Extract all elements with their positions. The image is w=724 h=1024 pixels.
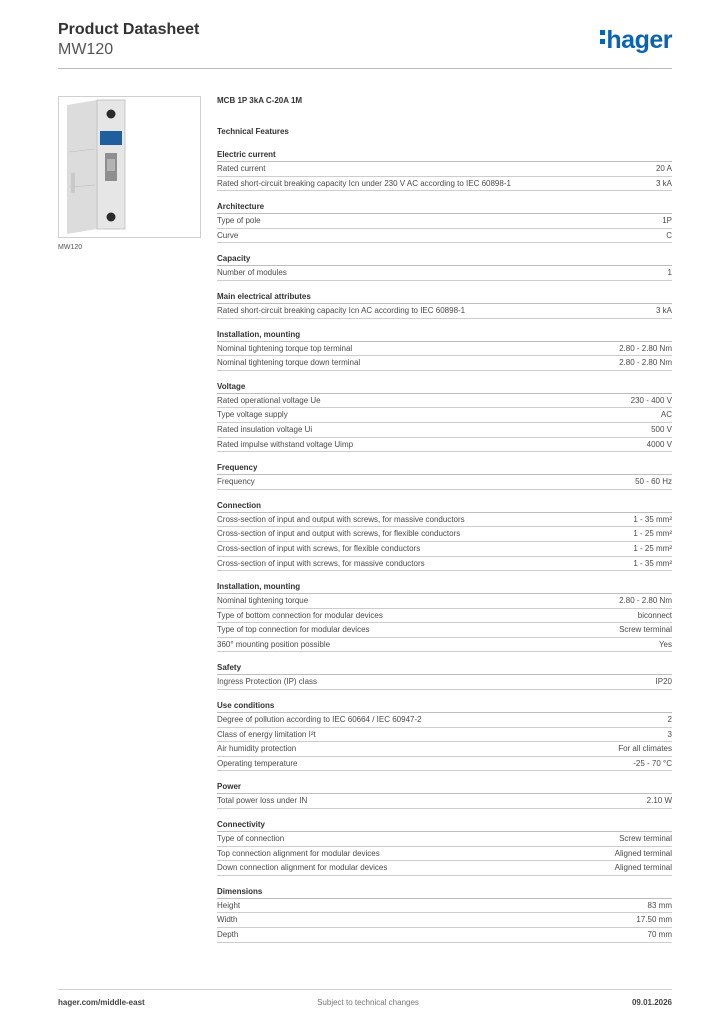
spec-value: 2.10 W — [646, 796, 672, 806]
spec-label: Operating temperature — [217, 758, 298, 768]
spec-label: Number of modules — [217, 268, 287, 278]
spec-label: Frequency — [217, 477, 255, 487]
spec-value: biconnect — [637, 610, 672, 620]
spec-row — [217, 728, 672, 743]
section-title: Architecture — [217, 201, 672, 214]
spec-row — [217, 757, 672, 772]
spec-row — [217, 609, 672, 624]
spec-row — [217, 394, 672, 409]
spec-row — [217, 675, 672, 690]
technical-features-heading: Technical Features — [217, 127, 289, 136]
spec-value: 50 - 60 Hz — [635, 477, 672, 487]
spec-value: 1 - 25 mm² — [633, 543, 672, 553]
product-name: MCB 1P 3kA C-20A 1M — [217, 96, 303, 105]
spec-label: Type of pole — [217, 216, 261, 226]
spec-label: Rated operational voltage Ue — [217, 395, 321, 405]
spec-label: Nominal tightening torque top terminal — [217, 343, 353, 353]
section-title: Power — [217, 781, 672, 794]
spec-label: Class of energy limitation I²t — [217, 729, 316, 739]
spec-label: Rated current — [217, 164, 266, 173]
spec-label: Curve — [217, 230, 239, 240]
spec-label: Cross-section of input and output with screws, for massive conductors — [217, 514, 465, 524]
spec-value: C — [666, 230, 672, 240]
product-image-caption: MW120 — [58, 244, 83, 251]
spec-label: Cross-section of input with screws, for massive conductors — [217, 558, 425, 568]
spec-label: Rated impulse withstand voltage Uimp — [217, 439, 354, 449]
spec-value: Screw terminal — [619, 834, 672, 844]
spec-row — [217, 713, 672, 728]
spec-label: Rated short-circuit breaking capacity Icn under 230 V AC according to IEC 60898-1 — [217, 178, 511, 188]
spec-row — [217, 304, 672, 319]
spec-label: Rated insulation voltage Ui — [217, 424, 313, 434]
hager-logo — [600, 26, 672, 55]
spec-value: 20 A — [655, 164, 672, 173]
spec-value: AC — [660, 410, 672, 420]
spec-value: 3 kA — [655, 305, 672, 315]
spec-value: Aligned terminal — [614, 848, 672, 858]
section-title: Frequency — [217, 462, 672, 475]
section-title: Installation, mounting — [217, 581, 672, 594]
section-title: Voltage — [217, 381, 672, 394]
spec-section — [217, 462, 672, 490]
spec-label: Degree of pollution according to IEC 60664 / IEC 60947-2 — [217, 715, 422, 725]
spec-value: 230 - 400 V — [630, 395, 672, 405]
spec-label: Total power loss under IN — [217, 796, 308, 806]
spec-row — [217, 742, 672, 757]
spec-label: Width — [217, 915, 238, 925]
spec-label: Nominal tightening torque — [217, 596, 309, 606]
spec-label: Nominal tightening torque down terminal — [217, 358, 361, 368]
spec-value: 83 mm — [647, 900, 672, 910]
footer-note: Subject to technical changes — [317, 998, 419, 1007]
spec-section — [217, 700, 672, 771]
spec-value: 4000 V — [646, 439, 672, 449]
spec-value: 1P — [662, 216, 672, 226]
spec-label: Type of connection — [217, 834, 285, 844]
spec-value: -25 - 70 °C — [633, 758, 672, 768]
spec-section — [217, 253, 672, 281]
spec-row — [217, 423, 672, 438]
spec-label: Type of top connection for modular devices — [217, 625, 370, 635]
section-title: Electric current — [217, 149, 672, 162]
spec-section — [217, 201, 672, 243]
product-reference: MW120 — [58, 41, 114, 58]
footer-website: hager.com/middle-east — [58, 998, 145, 1007]
spec-value: 2.80 - 2.80 Nm — [619, 343, 672, 353]
spec-section — [217, 291, 672, 319]
page-title: Product Datasheet — [58, 21, 200, 38]
spec-section — [217, 149, 672, 191]
spec-section — [217, 381, 672, 452]
spec-value: Aligned terminal — [614, 863, 672, 873]
spec-section — [217, 581, 672, 652]
spec-section — [217, 819, 672, 876]
spec-label: Type of bottom connection for modular devices — [217, 610, 383, 620]
spec-label: Rated short-circuit breaking capacity Icn AC according to IEC 60898-1 — [217, 305, 466, 315]
footer-divider — [58, 989, 672, 990]
product-image-frame — [58, 96, 201, 238]
section-title: Main electrical attributes — [217, 291, 672, 304]
spec-section — [217, 886, 672, 943]
spec-row — [217, 356, 672, 371]
spec-sections — [217, 149, 672, 943]
spec-row — [217, 594, 672, 609]
spec-row — [217, 542, 672, 557]
spec-row — [217, 229, 672, 244]
spec-section — [217, 500, 672, 571]
footer-date: 09.01.2026 — [631, 998, 672, 1007]
spec-row — [217, 557, 672, 572]
spec-value: IP20 — [655, 677, 672, 687]
section-title: Connectivity — [217, 819, 672, 832]
spec-section — [217, 781, 672, 809]
spec-row — [217, 861, 672, 876]
spec-value: 3 — [667, 729, 672, 739]
spec-label: Type voltage supply — [217, 410, 288, 420]
logo-text: hager — [606, 26, 672, 54]
spec-row — [217, 794, 672, 809]
spec-value: 1 — [667, 268, 672, 278]
spec-label: Top connection alignment for modular devices — [217, 848, 380, 858]
spec-value: 2 — [667, 715, 672, 725]
spec-label: Down connection alignment for modular devices — [217, 863, 388, 873]
spec-row — [217, 623, 672, 638]
spec-row — [217, 928, 672, 943]
spec-row — [217, 913, 672, 928]
spec-row — [217, 475, 672, 490]
spec-row — [217, 513, 672, 528]
spec-value: 1 - 25 mm² — [633, 529, 672, 539]
spec-row — [217, 162, 672, 177]
section-title: Safety — [217, 662, 672, 675]
spec-value: 2.80 - 2.80 Nm — [619, 596, 672, 606]
spec-label: Cross-section of input with screws, for flexible conductors — [217, 543, 421, 553]
spec-label: Cross-section of input and output with screws, for flexible conductors — [217, 529, 461, 539]
spec-label: Air humidity protection — [217, 744, 297, 754]
spec-row — [217, 438, 672, 453]
spec-row — [217, 266, 672, 281]
spec-label: 360° mounting position possible — [217, 639, 331, 649]
spec-section — [217, 662, 672, 690]
spec-value: 17.50 mm — [636, 915, 672, 925]
spec-value: For all climates — [618, 744, 672, 754]
spec-row — [217, 408, 672, 423]
spec-value: 1 - 35 mm² — [633, 558, 672, 568]
spec-row — [217, 177, 672, 192]
section-title: Use conditions — [217, 700, 672, 713]
spec-row — [217, 342, 672, 357]
spec-label: Depth — [217, 930, 239, 939]
spec-value: 2.80 - 2.80 Nm — [619, 358, 672, 368]
spec-value: Yes — [658, 639, 672, 649]
spec-label: Height — [217, 900, 241, 910]
spec-value: 70 mm — [647, 930, 672, 939]
section-title: Installation, mounting — [217, 329, 672, 342]
spec-row — [217, 832, 672, 847]
spec-row — [217, 899, 672, 914]
spec-row — [217, 638, 672, 653]
technical-content — [217, 96, 672, 953]
section-title: Connection — [217, 500, 672, 513]
spec-value: Screw terminal — [619, 625, 672, 635]
page-header — [58, 20, 672, 70]
spec-value: 500 V — [651, 424, 672, 434]
spec-row — [217, 847, 672, 862]
spec-value: 1 - 35 mm² — [633, 514, 672, 524]
spec-label: Ingress Protection (IP) class — [217, 677, 318, 687]
spec-value: 3 kA — [655, 178, 672, 188]
spec-row — [217, 214, 672, 229]
section-title: Capacity — [217, 253, 672, 266]
section-title: Dimensions — [217, 886, 672, 899]
spec-row — [217, 527, 672, 542]
spec-section — [217, 329, 672, 371]
circuit-breaker-image — [59, 97, 200, 237]
header-divider — [58, 68, 672, 69]
